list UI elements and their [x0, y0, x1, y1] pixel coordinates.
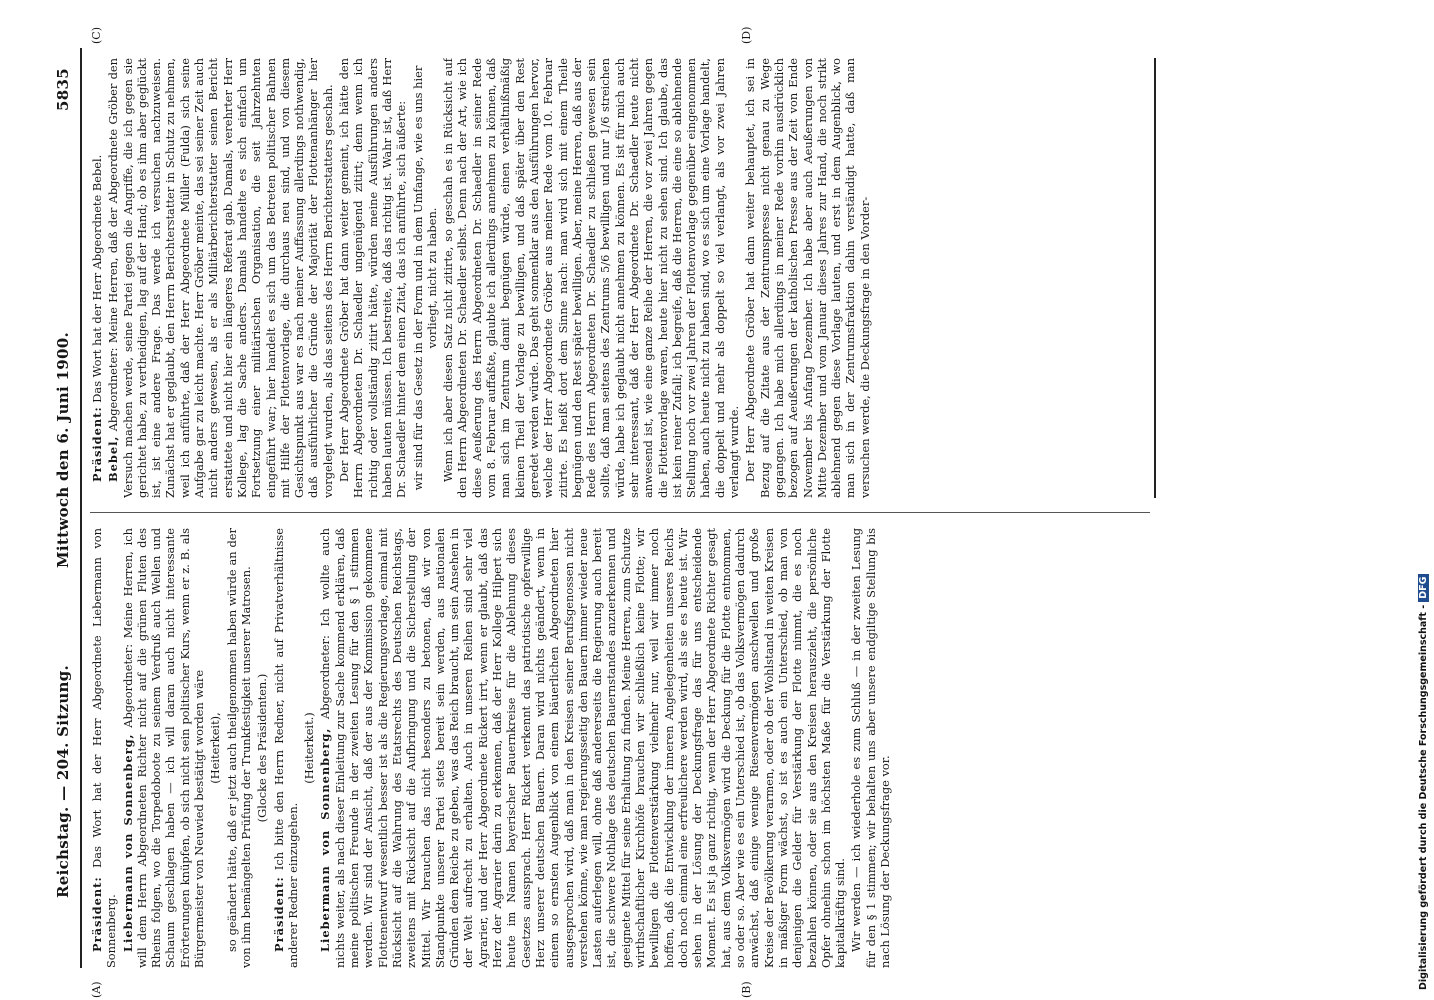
paragraph-text: Ich bitte den Herrn Redner, nicht auf Privatverhältnisse anderer Redner einzugehen. [271, 528, 300, 968]
left-paragraph [90, 528, 119, 968]
left-paragraph [121, 528, 207, 968]
left-paragraph [225, 528, 254, 968]
left-paragraph [272, 528, 301, 968]
column-divider [90, 512, 1150, 513]
right-paragraph [441, 58, 741, 498]
paragraph-text: Wenn ich aber diesen Satz nicht zitirte, so geschah es in Rücksicht auf den Herrn Abgeordneten Dr. Schaedler selbst. Denn nach der Art, wie ich diese Aeußerung des Herrn Abgeordneten Dr. Schaedler in seiner Rede vom 8. Februar auffaßte, glaubte ich allerdings annehmen zu können, daß man sich im Zentrum damit begnügen würde, einen verhältnißmäßig kleinen Theil der Vorlage zu bewilligen, und daß später über den Rest geredet werden würde. Das geht sonnenklar aus den Ausführungen hervor, welche der Herr Abgeordnete Gröber aus meiner Rede vom 10. Februar zitirte. Es heißt dort dem Sinne nach: man wird sich mit einem Theile begnügen und den Rest später bewilligen. Aber, meine Herren, daß aus der Rede des Herrn Abgeordneten Dr. Schaedler zu schließen gewesen sein sollte, daß man seitens des Zentrums 5/6 bewilligen und nur 1/6 streichen würde, habe ich geglaubt nicht annehmen zu können. Es ist für mich auch sehr interessant, daß der Herr Abgeordnete Dr. Schaedler heute nicht anwesend ist, wie eine ganze Reihe der Herren, die vor zwei Jahren gegen die Flottenvorlage waren, heute hier nicht zu sehen sind. Ich glaube, das ist kein reiner Zufall; ich begreife, daß die Herren, die eine so ablehnende Stellung noch vor zwei Jahren der Flottenvorlage gegenüber eingenommen haben, auch heute nicht zu haben sind, wo es sich um eine Vorlage handelt, die doppelt und mehr als doppelt so viel verlangt, als vor zwei Jahren verlangt wurde. [441, 58, 742, 498]
right-paragraph [106, 58, 335, 498]
header-left: Reichstag. — 204. Sitzung. [54, 664, 72, 898]
speaker-name: Liebermann von Sonnenberg, [120, 733, 135, 952]
rotated-page-content [50, 26, 1410, 998]
paragraph-text: Abgeordneter: Meine Herren, ich will dem Herrn Abgeordneten Richter nicht auf die grünen Fluten des Rheins folgen, wo die Torpedoboote zu seinem Verdruß auch Wellen und Schaum geschlagen haben — ich will daran auch nicht interessante Erörterungen knüpfen, ob sich nicht sein politischer Kurs, wenn er z. B. als Bürgermeister von Neuwied bestätigt worden wäre [120, 528, 207, 968]
header-date: Mittwoch den 6. Juni 1900. [54, 332, 72, 568]
left-paragraph [849, 528, 892, 968]
speaker-name: Präsident: [271, 876, 286, 952]
right-column [90, 58, 1150, 498]
margin-mark-c: (C) [90, 27, 103, 44]
left-paragraph [302, 528, 316, 968]
right-paragraph [411, 58, 440, 498]
margin-mark-d: (D) [740, 26, 753, 44]
dfg-logo: DFG [1418, 574, 1429, 602]
left-paragraph [208, 528, 222, 968]
left-paragraph [318, 528, 847, 968]
page-number: 5835 [54, 68, 72, 111]
speaker-name: Präsident: [90, 406, 104, 482]
right-paragraph [90, 58, 104, 498]
right-paragraph [337, 58, 408, 498]
paragraph-text: Abgeordneter: Meine Herren, daß der Abgeordnete Gröber den Versuch machen werde, seine Partei gegen die Angriffe, die ich gegen sie gerichtet habe, zu vertheidigen, lag auf der Hand; ob es ihm aber geglückt ist, ist eine andere Frage. Das werde ich versuchen nachzuweisen. Zunächst hat er geglaubt, den Herrn Berichterstatter in Schutz zu nehmen, weil ich anführte, daß der Herr Abgeordnete Müller (Fulda) sich seine Aufgabe gar zu leicht machte. Herr Gröber meinte, das sei seiner Zeit auch nicht anders gewesen, als er als Militärberichterstatter seinen Bericht erstattete und nicht hier ein längeres Referat gab. Damals, verehrter Herr Kollege, lag die Sache anders. Damals handelte es sich einfach um Fortsetzung einer militärischen Organisation, die seit Jahrzehnten eingeführt war; hier handelt es sich um das Betreten politischer Bahnen mit Hilfe der Flottenvorlage, die durchaus neu sind, und von diesem Gesichtspunkt aus war es nach meiner Auffassung allerdings nothwendig, daß ausführlicher die Gründe der Majorität der Flottenanhänger hier vorgelegt wurden, als das seitens des Herrn Berichterstatters geschah. [106, 58, 335, 498]
paragraph-text: (Heiterkeit), [208, 712, 223, 784]
left-column [90, 528, 1150, 968]
paragraph-text: so geändert hätte, daß er jetzt auch theilgenommen haben würde an der von ihm bemängelten Prüfung der Trunkfestigkeit unserer Matrosen. [224, 528, 253, 968]
credit-text: Digitalisierung gefördert durch die Deutsche Forschungsgemeinschaft - [1418, 604, 1429, 990]
paragraph-text: (Glocke des Präsidenten.) [255, 673, 270, 823]
right-column-end-rule [1154, 58, 1156, 498]
speaker-name: Bebel, [106, 435, 121, 482]
left-paragraph [255, 528, 269, 968]
paragraph-text: Das Wort hat der Herr Abgeordnete Liebermann von Sonnenberg. [90, 528, 119, 968]
paragraph-text: Der Herr Abgeordnete Gröber hat dann weiter behauptet, ich sei in Bezug auf die Zitate aus der Zentrumspresse nicht genau zu Wege gegangen. Ich habe mich allerdings in meiner Rede vorhin ausdrücklich bezogen auf Aeußerungen der katholischen Presse aus der Zeit von Ende November bis Anfang Dezember. Ich habe aber auch Aeußerungen von Mitte Dezember und vom Januar dieses Jahres zur Hand, die noch strikt ablehnend gegen diese Vorlage lauten, und erst in dem Augenblick, wo man sich in der Zentrumsfraktion dahin verständigt hatte, daß man versuchen werde, die Deckungsfrage in den Vorder- [743, 58, 872, 498]
paragraph-text: wir sind für das Gesetz in der Form und in dem Umfange, wie es uns hier vorliegt, nicht zu haben. [410, 65, 439, 491]
header-rule [80, 48, 82, 968]
right-paragraph [743, 58, 872, 498]
speaker-name: Liebermann von Sonnenberg, [318, 727, 333, 952]
paragraph-text: Das Wort hat der Herr Abgeordnete Bebel. [90, 154, 104, 407]
paragraph-text: (Heiterkeit.) [302, 712, 317, 784]
paragraph-text: Abgeordneter: Ich wollte auch nichts weiter, als nach dieser Einleitung zur Sache kommend erklären, daß meine politischen Freunde in der zweiten Lesung für den § 1 stimmen werden. Wir sind der Ansicht, daß der aus der Kommission gekommene Flottenentwurf wesentlich besser ist als die Regierungsvorlage, einmal mit Rücksicht auf die Wahrung des Etatsrechts des Deutschen Reichstags, zweitens mit Rücksicht auf die Aufbringung und die Sicherstellung der Mittel. Wir brauchen das nicht besonders zu betonen, daß wir von Standpunkte unserer Partei stets bereit sein werden, aus nationalen Gründen dem Reiche zu geben, was das Reich braucht, um sein Ansehen in der Welt aufrecht zu erhalten. Auch in unseren Reihen sind sehr viel Agrarier, und der Herr Abgeordnete Rickert irrt, wenn er glaubt, daß das Herz der Agrarier darin zu erkennen, daß der Herr Kollege Hilpert sich heute im Namen bayerischer Bauernkreise für die Ablehnung dieses Gesetzes aussprach. Herr Rickert verkennt das patriotische opferwillige Herz unserer deutschen Bauern. Daran wird nichts geändert, wenn in einem so ernsten Augenblick von einem bäuerlichen Abgeordneten hier ausgesprochen wird, daß man in den Kreisen seiner Berufsgenossen nicht verstehen könne, wie man regierungsseitig den Bauern immer wieder neue Lasten auferlegen will, ohne daß andererseits die Regierung auch bereit ist, die schwere Nothlage des deutschen Bauernstandes anzuerkennen und geeignete Mittel für seine Erhaltung zu finden. Meine Herren, zum Schutze wirthschaftlicher Kirchhöfe brauchen wir schließlich keine Flotte; wir bewilligen die Flottenverstärkung vielmehr nur, weil wir immer noch hoffen, daß die Entwicklung der inneren Angelegenheiten unseres Reichs doch noch einmal eine erfreulichere werden wird, als sie es heute ist. Wir sehen in der Lösung der Deckungsfrage das für uns entscheidende Moment. Es ist ja ganz richtig, wenn der Herr Abgeordnete Richter gesagt hat, aus dem Volksvermögen wird die Deckung für die Flotte entnommen, so oder so. Aber wie es ein Unterschied ist, ob das Volksvermögen dadurch anwächst, daß einige wenige Riesenvermögen anschwellen und große Kreise der Bevölkerung verarmen, oder ob der Wohlstand in weiten Kreisen in mäßiger Form wächst, so ist es auch ein Unterschied, ob man von denjenigen die Gelder für Verstärkung der Flotte nimmt, die es noch bezahlen können, oder sie aus den Kreisen herauszieht, die persönliche Opfer ohnehin schon im höchsten Maße für die Verstärkung der Flotte kapitalkräftig sind. [318, 528, 848, 968]
paragraph-text: Wir werden — ich wiederhole es zum Schluß — in der zweiten Lesung für den § 1 stimmen; wir behalten uns aber unsere endgiltige Stellung bis nach Lösung der Deckungsfrage vor. [849, 528, 893, 968]
paragraph-text: Der Herr Abgeordnete Gröber hat dann weiter gemeint, ich hätte den Herrn Abgeordneten Dr. Schaedler ungenügend zitirt; denn wenn ich richtig oder vollständig zitirt hätte, würden meine Ausführungen anders haben lauten müssen. Ich bestreite, daß das richtig ist. Wahr ist, daß Herr Dr. Schaedler hinter dem einen Zitat, das ich anführte, sich äußerte: [337, 58, 409, 498]
digitization-credit [1418, 574, 1429, 990]
margin-mark-b: (B) [740, 981, 753, 998]
page-header [50, 48, 78, 968]
speaker-name: Präsident: [90, 876, 104, 952]
margin-mark-a: (A) [90, 981, 103, 998]
